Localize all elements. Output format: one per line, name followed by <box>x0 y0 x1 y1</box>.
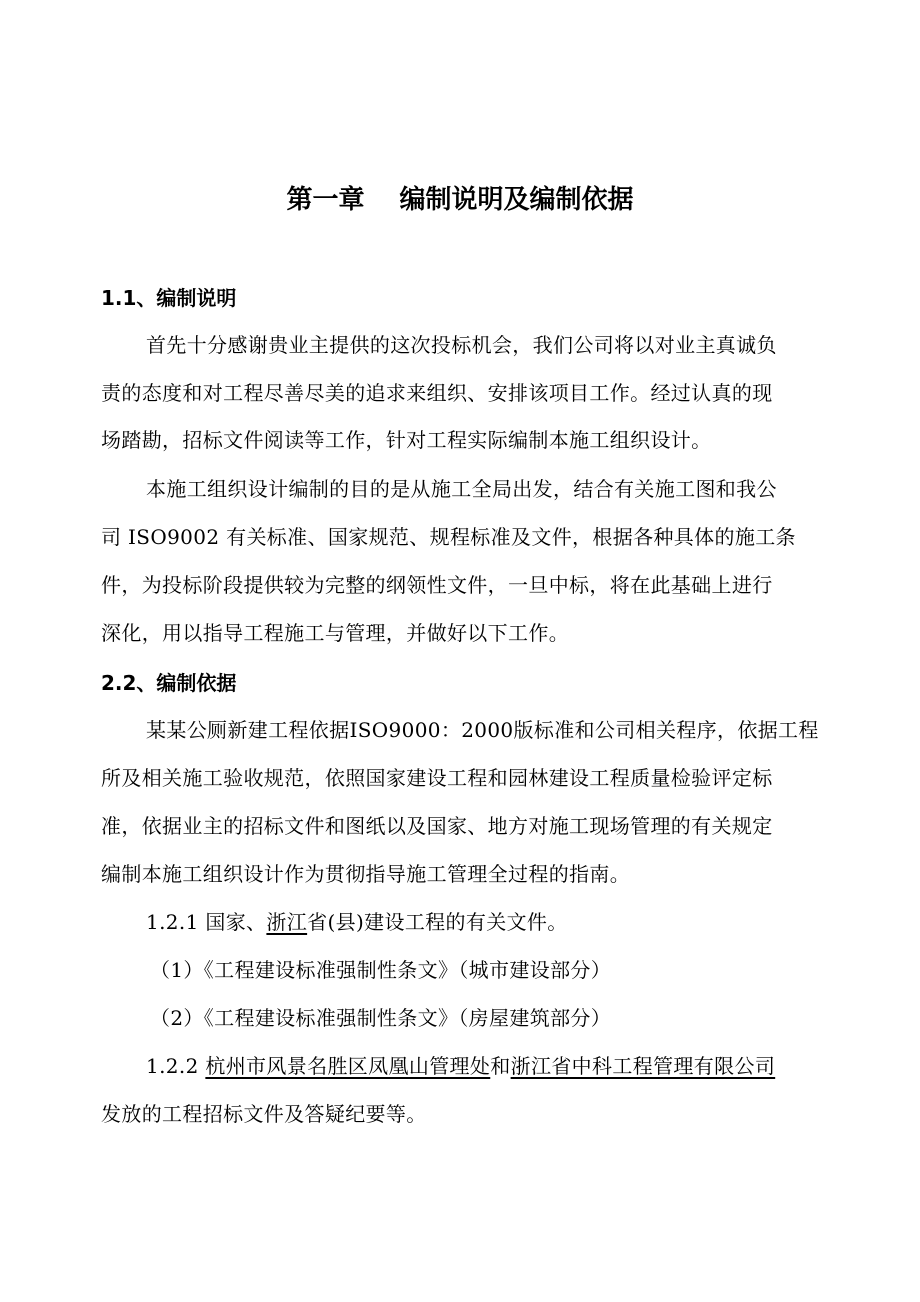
paragraph-line: 深化，用以指导工程施工与管理，并做好以下工作。 <box>101 621 570 645</box>
paragraph-line: 发放的工程招标文件及答疑纪要等。 <box>101 1102 427 1126</box>
item-1-2-1 <box>146 907 568 937</box>
underlined-organization-2: 浙江省中科工程管理有限公司 <box>510 1054 776 1078</box>
section-heading-1-1: 1.1、编制说明 <box>101 286 237 310</box>
section-heading-2-2: 2.2、编制依据 <box>101 671 237 695</box>
paragraph-line: 本施工组织设计编制的目的是从施工全局出发，结合有关施工图和我公 <box>146 477 777 501</box>
paragraph-line: 某某公厕新建工程依据ISO9000：2000版标准和公司相关程序，依据工程 <box>146 718 819 742</box>
paragraph-line: 件，为投标阶段提供较为完整的纲领性文件，一旦中标，将在此基础上进行 <box>101 573 773 597</box>
paragraph-line: 场踏勘，招标文件阅读等工作，针对工程实际编制本施工组织设计。 <box>101 428 712 452</box>
paragraph-line: 司 ISO9002 有关标准、国家规范、规程标准及文件，根据各种具体的施工条 <box>101 525 796 549</box>
underlined-organization-1: 杭州市风景名胜区凤凰山管理处 <box>205 1054 491 1078</box>
item-1-2-2 <box>146 1051 775 1081</box>
paragraph-line: 准，依据业主的招标文件和图纸以及国家、地方对施工现场管理的有关规定 <box>101 814 773 838</box>
sub-item-2: （2）《工程建设标准强制性条文》（房屋建筑部分） <box>150 1006 612 1030</box>
paragraph-line: 首先十分感谢贵业主提供的这次投标机会，我们公司将以对业主真诚负 <box>146 333 777 357</box>
chapter-title: 第一章 编制说明及编制依据 <box>286 185 634 215</box>
paragraph-line: 所及相关施工验收规范，依照国家建设工程和园林建设工程质量检验评定标 <box>101 766 773 790</box>
item-prefix: 1.2.1 国家、 <box>146 910 267 934</box>
sub-item-1: （1）《工程建设标准强制性条文》（城市建设部分） <box>150 958 612 982</box>
underlined-place-name: 浙江 <box>266 910 308 934</box>
item-suffix: 省(县)建设工程的有关文件。 <box>307 910 568 934</box>
item-prefix: 1.2.2 <box>146 1054 206 1078</box>
paragraph-line: 编制本施工组织设计作为贯彻指导施工管理全过程的指南。 <box>101 862 631 886</box>
item-middle: 和 <box>490 1054 511 1078</box>
paragraph-line: 责的态度和对工程尽善尽美的追求来组织、安排该项目工作。经过认真的现 <box>101 381 773 405</box>
